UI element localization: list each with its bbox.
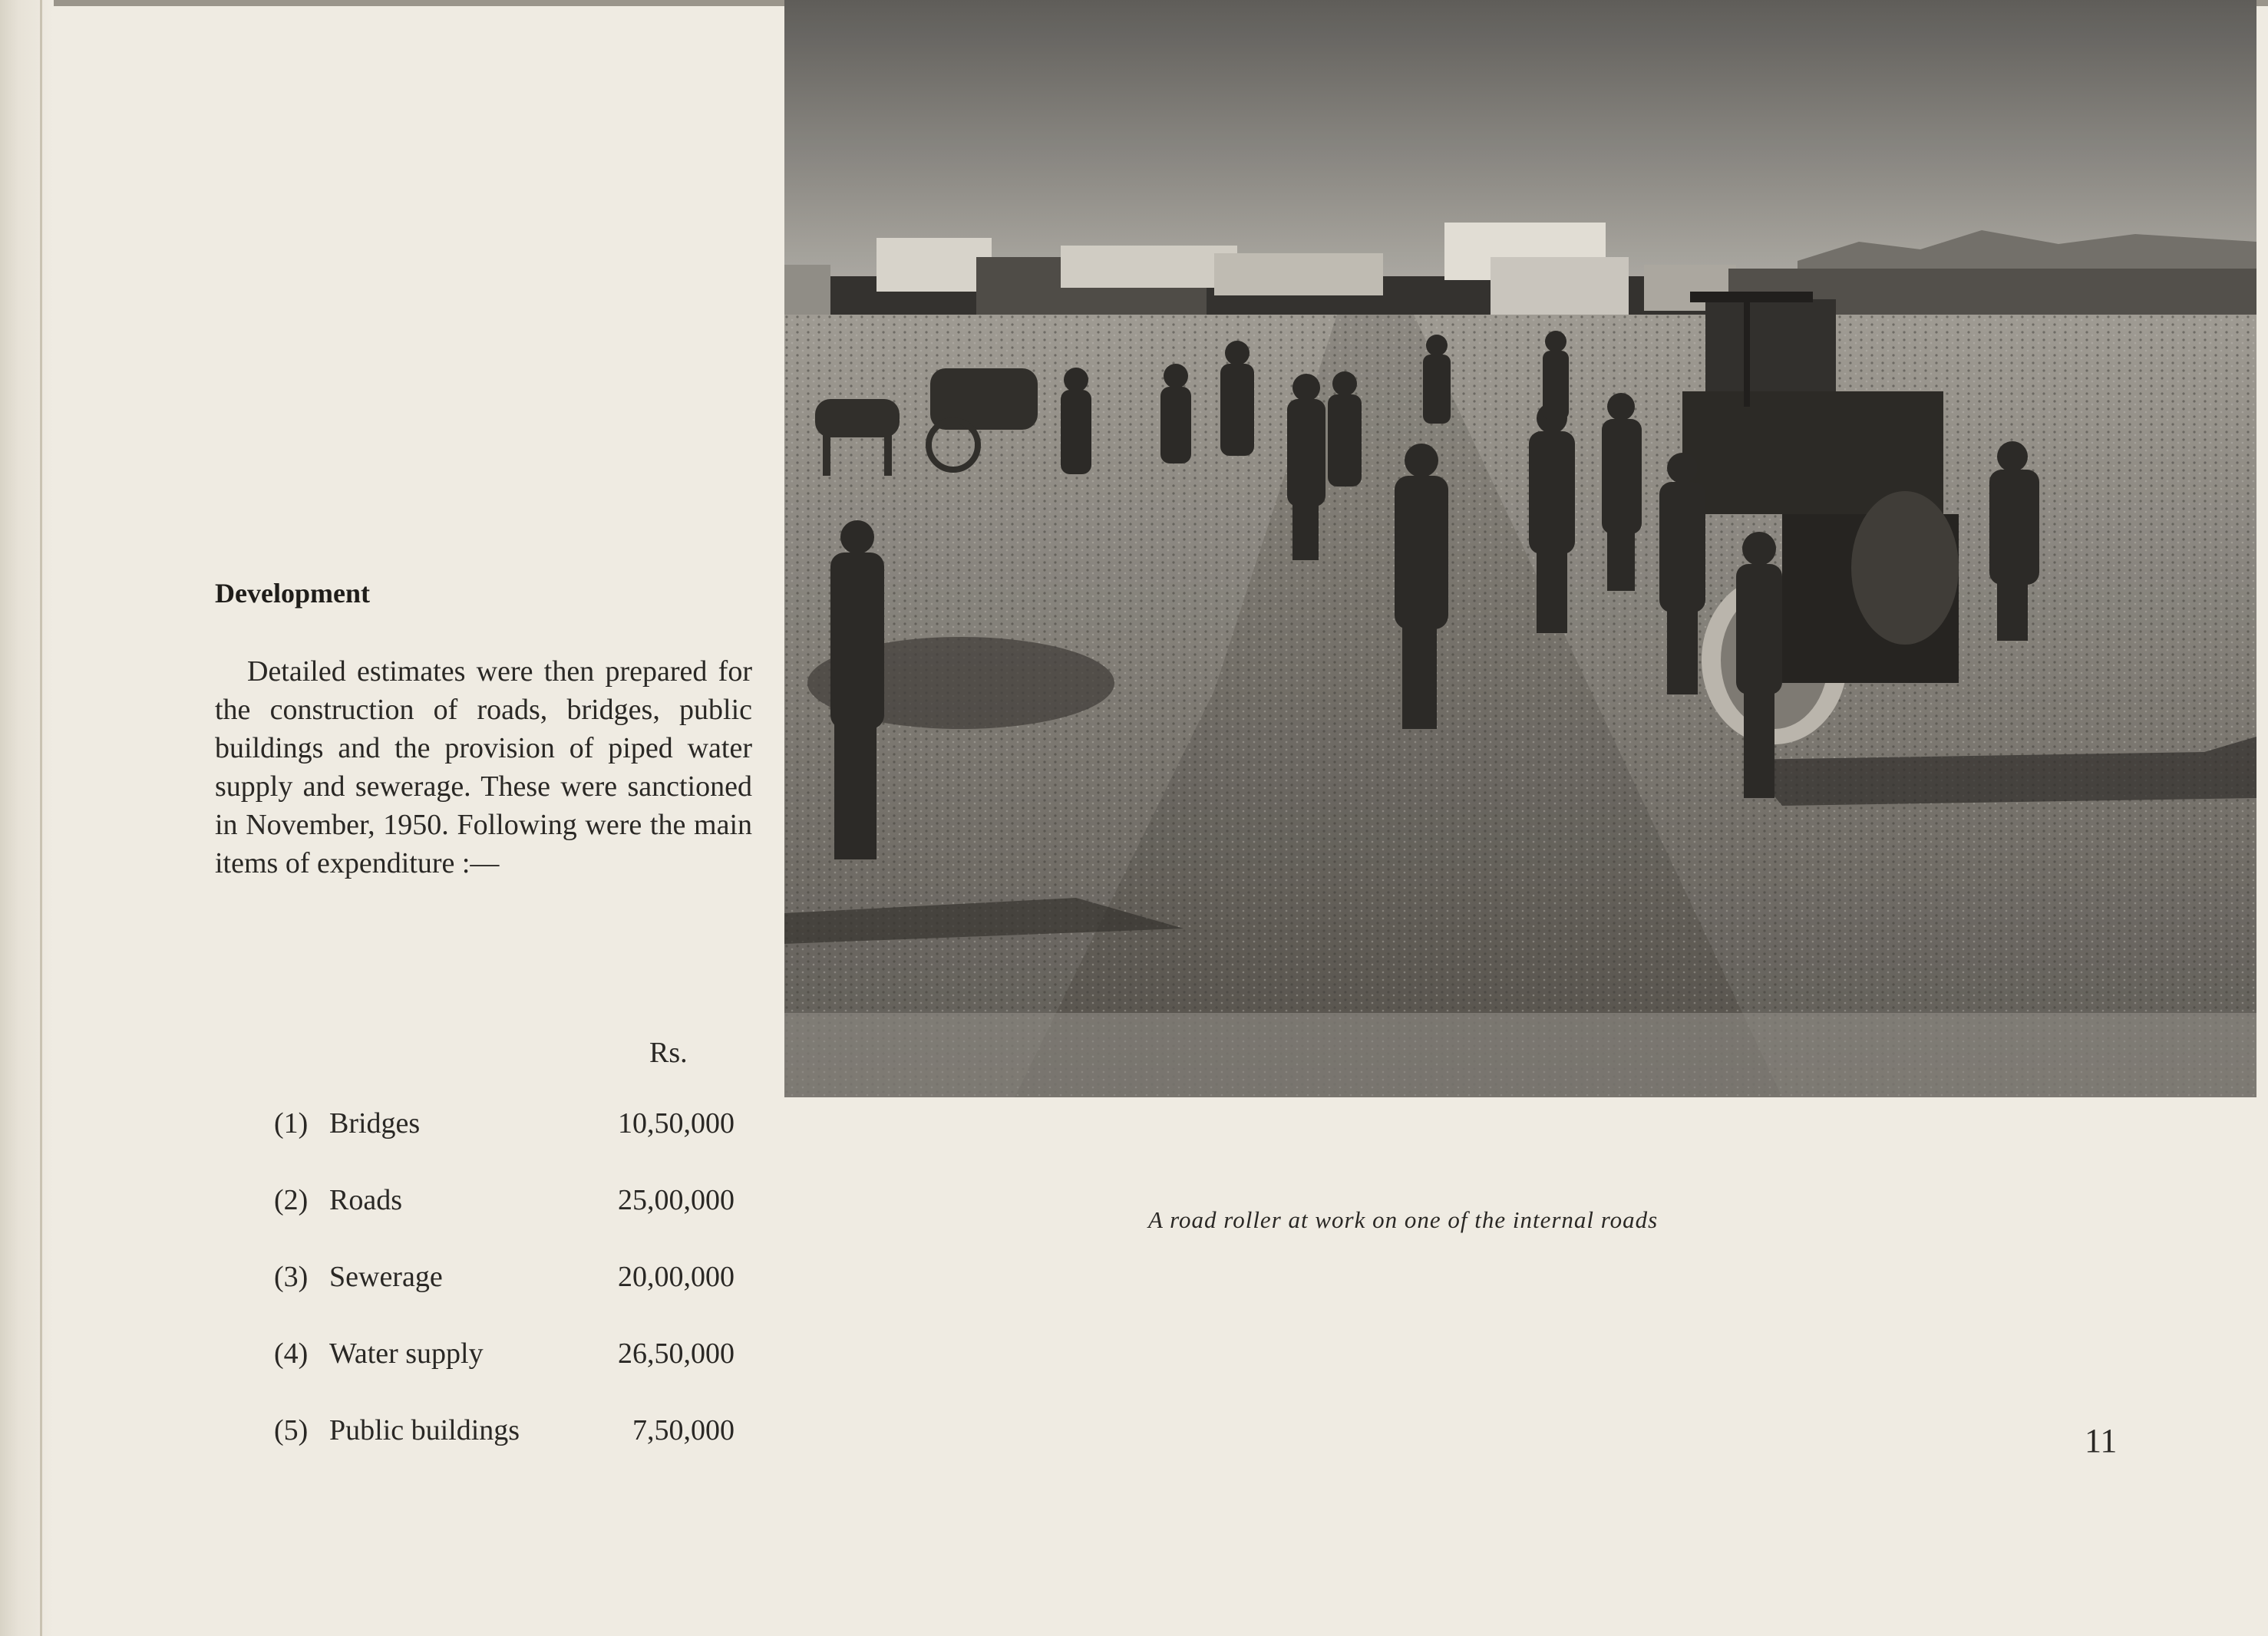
expenditure-row (274, 1413, 735, 1490)
currency-label: Rs. (649, 1037, 688, 1069)
item-amount: 7,50,000 (632, 1414, 735, 1446)
binding-crease (40, 0, 42, 1636)
item-number: (5) (274, 1414, 309, 1446)
item-name: Roads (329, 1184, 402, 1216)
item-amount: 25,00,000 (618, 1184, 735, 1216)
item-number: (4) (274, 1337, 309, 1370)
expenditure-row (274, 1183, 735, 1260)
expenditure-row (274, 1107, 735, 1183)
item-number: (3) (274, 1261, 309, 1293)
body-paragraph: Detailed estimates were then prepared for the construction of roads, bridges, public buildings and the provision of piped water supply and sewerage. These were sanctioned in November, 1950. Following were the main items of expenditure :— (215, 655, 752, 879)
item-name: Public buildings (329, 1414, 520, 1446)
road-construction-photo (784, 0, 2256, 1097)
expenditure-list (274, 1107, 735, 1490)
item-amount: 10,50,000 (618, 1107, 735, 1140)
expenditure-row (274, 1260, 735, 1337)
item-name: Bridges (329, 1107, 421, 1140)
photo-caption: A road roller at work on one of the internal roads (1148, 1206, 1659, 1233)
section-heading: Development (215, 578, 370, 609)
page-number: 11 (2085, 1422, 2118, 1460)
binding-edge (0, 0, 54, 1636)
item-amount: 20,00,000 (618, 1261, 735, 1293)
item-amount: 26,50,000 (618, 1337, 735, 1370)
item-number: (1) (274, 1107, 309, 1140)
expenditure-row (274, 1337, 735, 1413)
item-name: Water supply (329, 1337, 484, 1370)
item-name: Sewerage (329, 1261, 443, 1293)
item-number: (2) (274, 1184, 309, 1216)
